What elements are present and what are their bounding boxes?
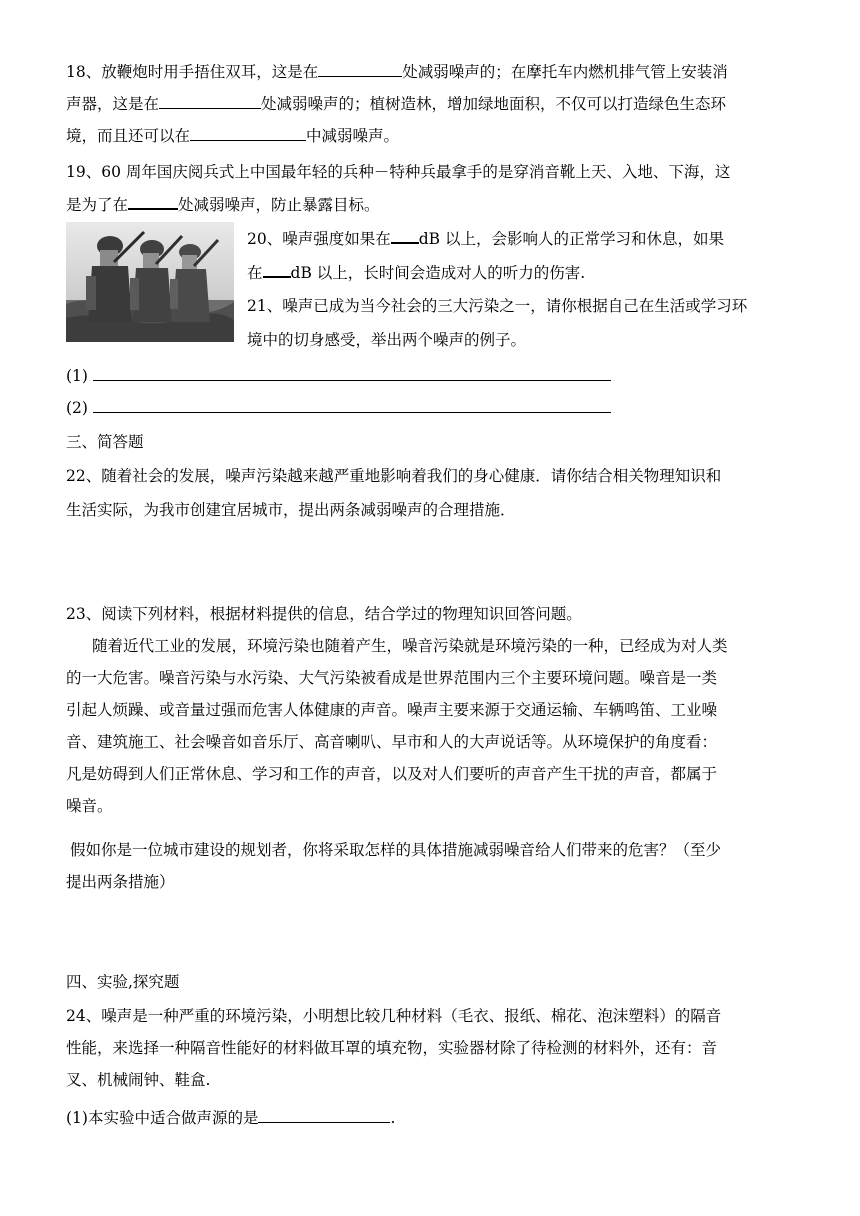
q19-line-1: 19、60 周年国庆阅兵式上中国最年轻的兵种－特种兵最拿手的是穿消音靴上天、入地、下海，这 bbox=[66, 163, 731, 181]
q23-para-3: 引起人烦躁、或音量过强而危害人体健康的声音。噪声主要来源于交通运输、车辆鸣笛、工业噪 bbox=[66, 701, 718, 719]
q20-line-2: 在 dB 以上，长时间会造成对人的听力的伤害. bbox=[247, 264, 586, 282]
q21-answer-1: (1) bbox=[66, 366, 611, 386]
q24-line-3: 叉、机械闹钟、鞋盒. bbox=[66, 1071, 211, 1089]
q20-line-1: 20、噪声强度如果在 dB 以上，会影响人的正常学习和休息，如果 bbox=[247, 230, 724, 248]
soldiers-photo bbox=[66, 222, 234, 342]
q23-question-2: 提出两条措施） bbox=[66, 873, 175, 891]
q18-line-1: 18、放鞭炮时用手捂住双耳，这是在 处减弱噪声的；在摩托车内燃机排气管上安装消 bbox=[66, 63, 728, 81]
q18-line-2: 声器，这是在 处减弱噪声的；植树造林，增加绿地面积，不仅可以打造绿色生态环 bbox=[66, 95, 727, 113]
q24-line-2: 性能，来选择一种隔音性能好的材料做耳罩的填充物，实验器材除了待检测的材料外，还有：音 bbox=[66, 1039, 718, 1057]
soldiers-photo-image bbox=[66, 222, 234, 342]
q19-blank[interactable] bbox=[128, 194, 178, 210]
q18-blank-3[interactable] bbox=[190, 126, 306, 141]
q19-line-2: 是为了在 处减弱噪声，防止暴露目标。 bbox=[66, 196, 380, 214]
q23-para-1: 随着近代工业的发展，环境污染也随着产生，噪音污染就是环境污染的一种，已经成为对人类 bbox=[92, 637, 728, 655]
q23-para-4: 音、建筑施工、社会噪音如音乐厅、高音喇叭、早市和人的大声说话等。从环境保护的角度看： bbox=[66, 733, 718, 751]
q24-blank[interactable] bbox=[258, 1108, 390, 1123]
q24-line-4: (1)本实验中适合做声源的是 . bbox=[66, 1109, 396, 1127]
section-heading-4: 四、实验,探究题 bbox=[66, 973, 180, 991]
q23-para-2: 的一大危害。噪音污染与水污染、大气污染被看成是世界范围内三个主要环境问题。噪音是一类 bbox=[66, 669, 718, 687]
q22-line-2: 生活实际，为我市创建宜居城市，提出两条减弱噪声的合理措施． bbox=[66, 501, 516, 519]
q23-para-5: 凡是妨碍到人们正常休息、学习和工作的声音，以及对人们要听的声音产生干扰的声音，都属于 bbox=[66, 765, 718, 783]
q20-blank-2[interactable] bbox=[263, 262, 291, 278]
q24-line-1: 24、噪声是一种严重的环境污染，小明想比较几种材料（毛衣、报纸、棉花、泡沫塑料）的隔音 bbox=[66, 1007, 722, 1025]
q18-line-3: 境，而且还可以在 中减弱噪声。 bbox=[66, 127, 400, 145]
q22-line-1: 22、随着社会的发展，噪声污染越来越严重地影响着我们的身心健康．请你结合相关物理知识和 bbox=[66, 467, 722, 485]
q21-answer-2-line[interactable] bbox=[93, 398, 611, 413]
section-heading-3: 三、简答题 bbox=[66, 433, 144, 451]
q20-blank-1[interactable] bbox=[391, 228, 419, 244]
q21-answer-1-line[interactable] bbox=[93, 366, 611, 381]
q23-para-6: 噪音。 bbox=[66, 797, 113, 815]
q23-line-1: 23、阅读下列材料，根据材料提供的信息，结合学过的物理知识回答问题。 bbox=[66, 605, 582, 623]
q18-blank-1[interactable] bbox=[318, 62, 402, 77]
q21-line-2: 境中的切身感受，举出两个噪声的例子。 bbox=[247, 331, 527, 349]
q18-blank-2[interactable] bbox=[159, 94, 261, 109]
q21-line-1: 21、噪声已成为当今社会的三大污染之一，请你根据自己在生活或学习环 bbox=[247, 297, 748, 315]
q21-answer-2: (2) bbox=[66, 398, 611, 418]
q23-question-1: 假如你是一位城市建设的规划者，你将采取怎样的具体措施减弱噪音给人们带来的危害？（至少 bbox=[70, 841, 722, 859]
